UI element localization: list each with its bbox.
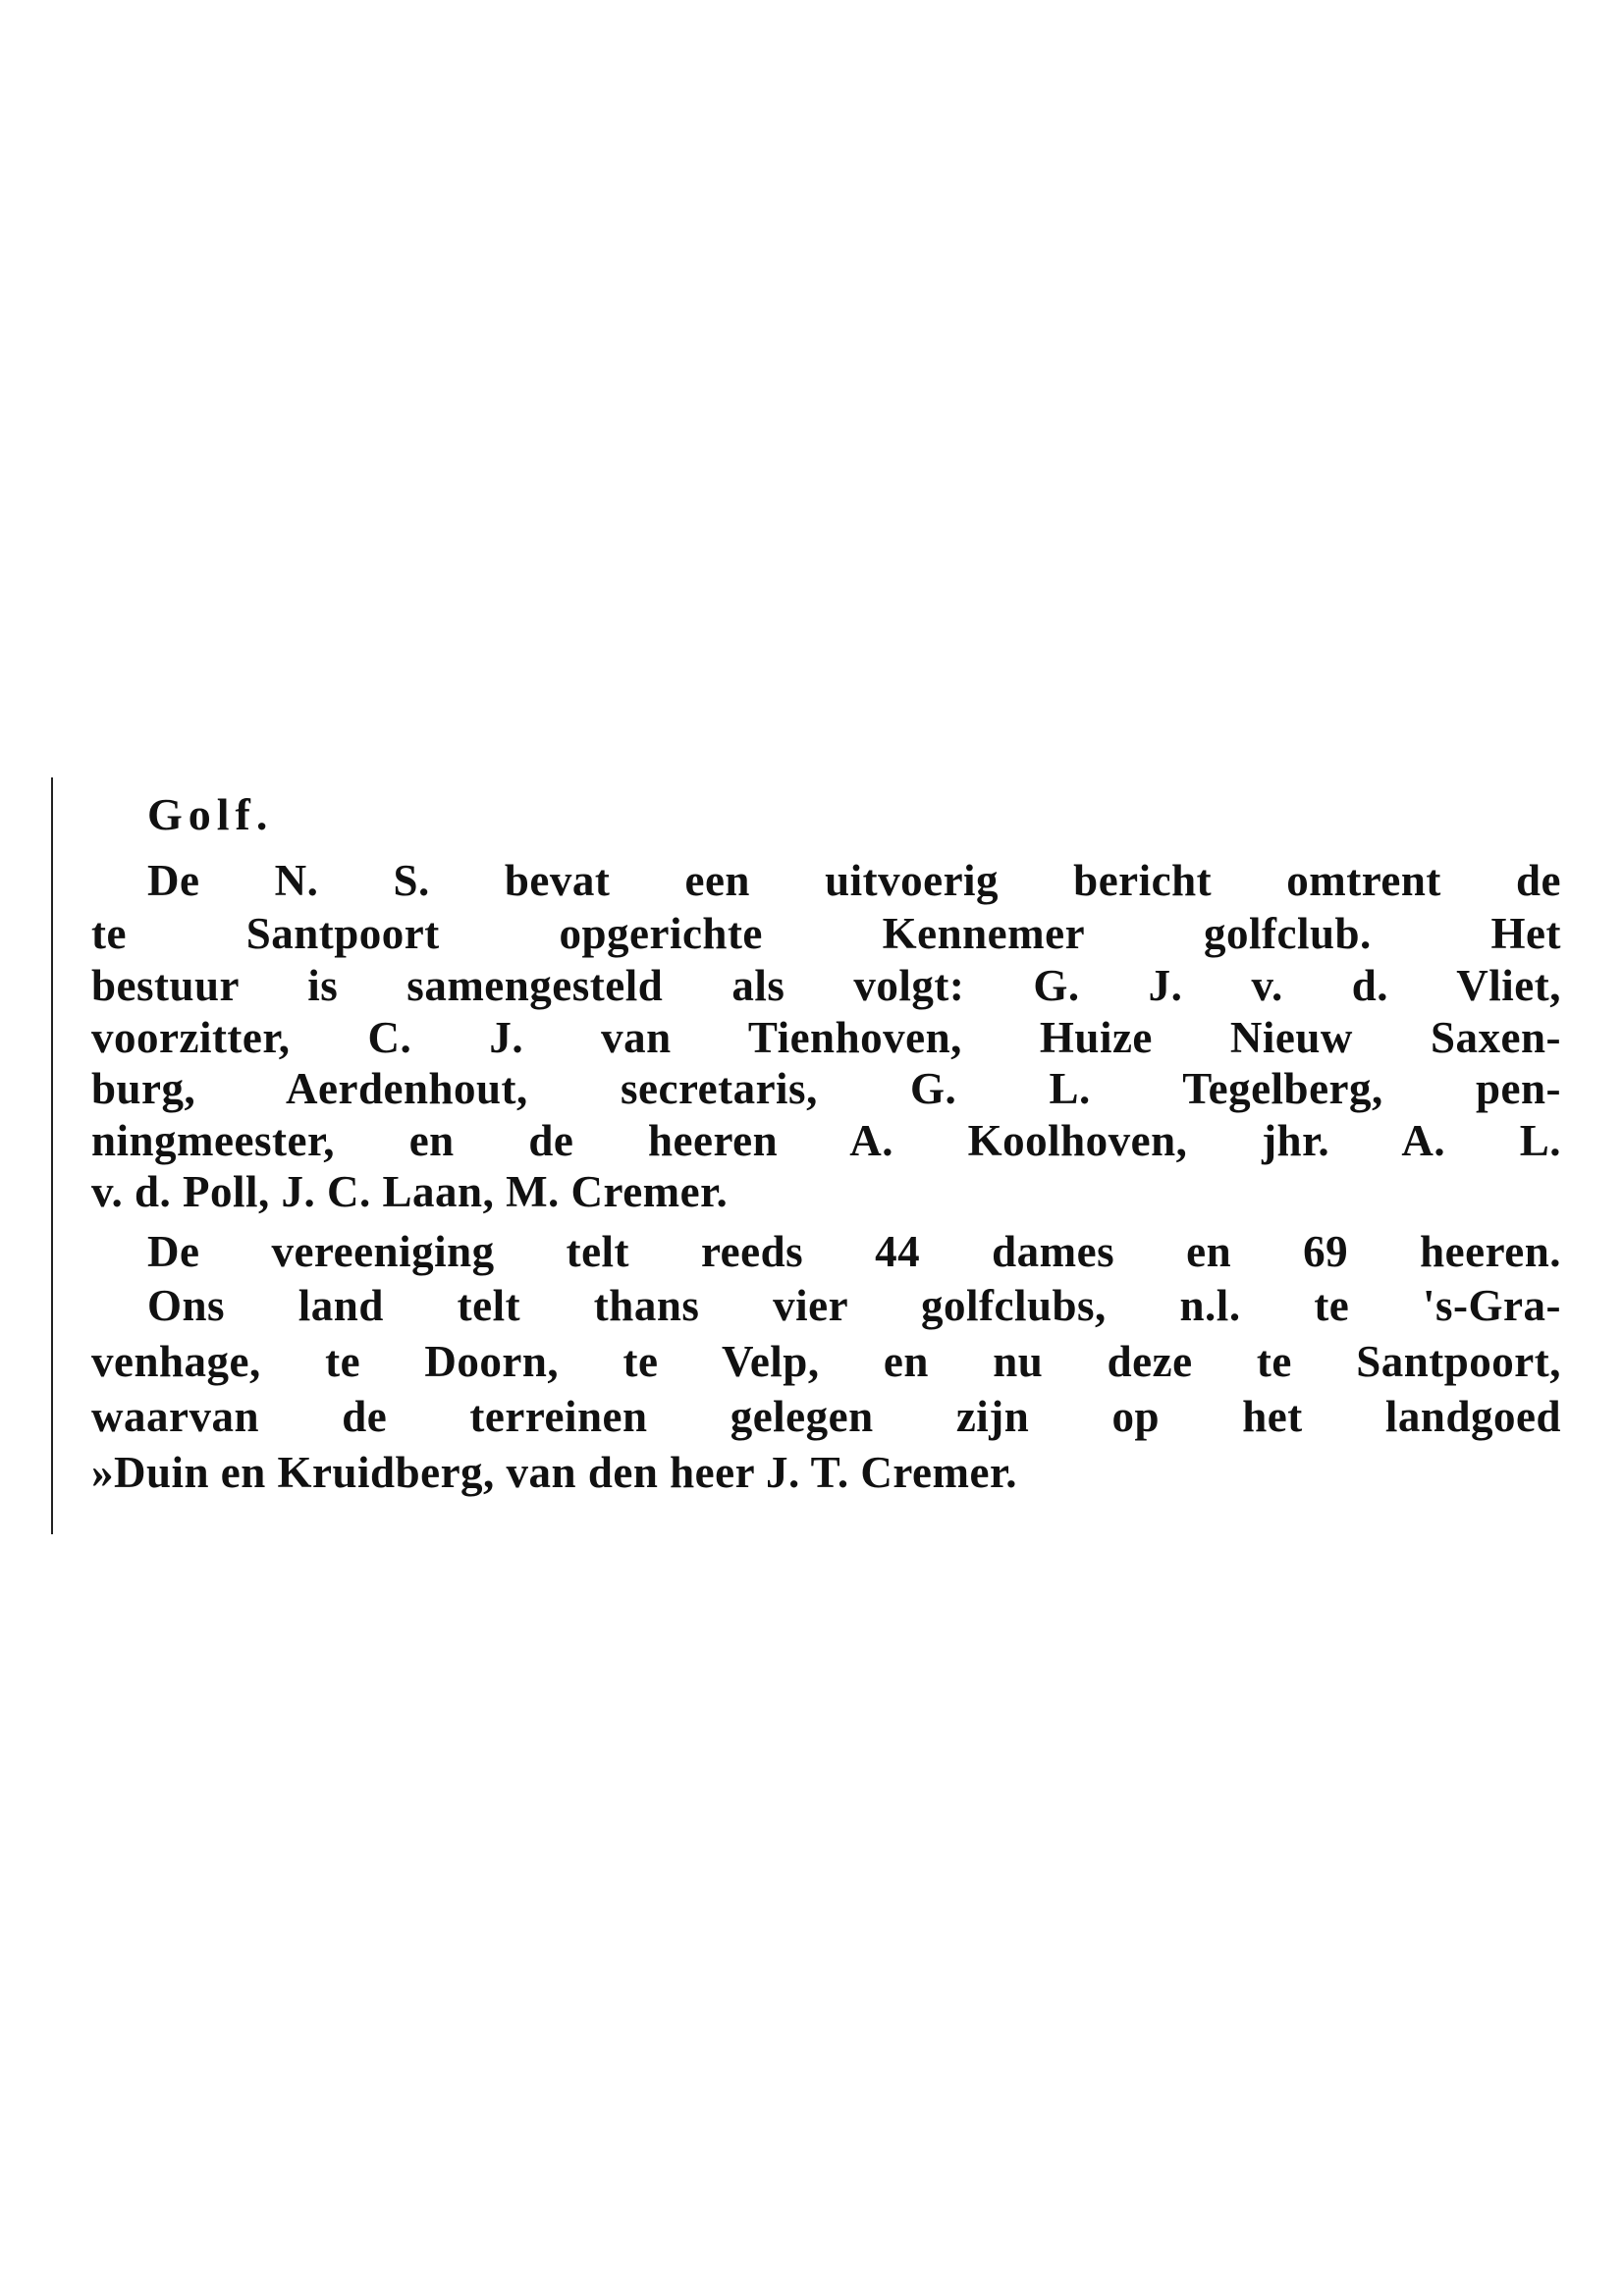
text-line: voorzitter, C. J. van Tienhoven, Huize Nieuw Saxen- [91, 1013, 1561, 1062]
text-line: te Santpoort opgerichte Kennemer golfclub. Het [91, 909, 1561, 958]
text-line: venhage, te Doorn, te Velp, en nu deze te Santpoort, [91, 1337, 1561, 1386]
text-line: burg, Aerdenhout, secretaris, G. L. Tegelberg, pen- [91, 1064, 1561, 1113]
text-line: waarvan de terreinen gelegen zijn op het landgoed [91, 1392, 1561, 1441]
column-rule [51, 777, 53, 1534]
text-line: De N. S. bevat een uitvoerig bericht omtrent de [147, 856, 1561, 905]
text-line: Ons land telt thans vier golfclubs, n.l. te 's-Gra- [147, 1281, 1561, 1330]
text-line: De vereeniging telt reeds 44 dames en 69 heeren. [147, 1227, 1561, 1276]
text-line: ningmeester, en de heeren A. Koolhoven, jhr. A. L. [91, 1116, 1561, 1165]
text-line: bestuur is samengesteld als volgt: G. J. v. d. Vliet, [91, 961, 1561, 1010]
article-title: Golf. [147, 789, 274, 839]
text-line: v. d. Poll, J. C. Laan, M. Cremer. [91, 1167, 729, 1216]
text-line: »Duin en Kruidberg, van den heer J. T. Cremer. [91, 1448, 1018, 1497]
